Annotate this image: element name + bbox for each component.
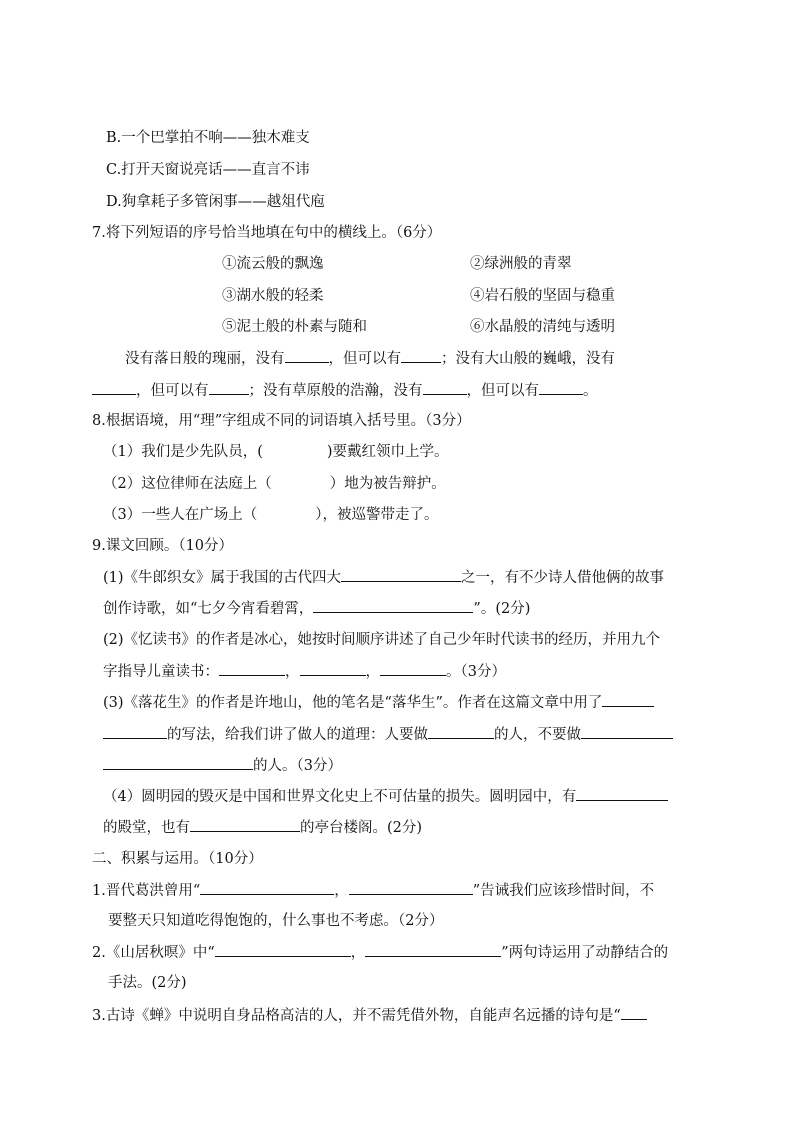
q6-option-c: C.打开天窗说亮话——直言不讳 <box>106 162 310 178</box>
q7-blank-3[interactable] <box>92 380 136 395</box>
s2-q1-line1: 1.晋代葛洪曾用“ ， ”告诫我们应该珍惜时间，不 <box>92 880 654 901</box>
q8-item-2: （2）这位律师在法庭上（ ）地为被告辩护。 <box>103 476 446 492</box>
q7-phrase-4: ④岩石般的坚固与稳重 <box>470 288 615 304</box>
s2-q1-line2: 要整天只知道吃得饱饱的，什么事也不考虑。（2分） <box>108 913 444 929</box>
q9-part3-line1: (3)《落花生》的作者是许地山，他的笔名是“落华生”。作者在这篇文章中用了 <box>103 692 654 713</box>
s2-q1-blank-2[interactable] <box>349 880 473 895</box>
q7-blank-5[interactable] <box>423 380 467 395</box>
q7-phrase-1: ①流云般的飘逸 <box>222 256 324 272</box>
s2-q1-blank-1[interactable] <box>200 880 334 895</box>
q9-part1-line2: 创作诗歌，如“七夕今宵看碧霄， ”。(2分) <box>103 598 530 619</box>
q8-item-3: （3）一些人在广场上（ ），被巡警带走了。 <box>103 507 439 523</box>
q7-phrase-2: ②绿洲般的青翠 <box>470 256 572 272</box>
q9-part3-line2: 的写法，给我们讲了做人的道理：人要做 的人，不要做 <box>103 724 673 745</box>
q7-blank-2[interactable] <box>401 348 441 363</box>
s2-q2-blank-2[interactable] <box>365 942 501 957</box>
q7-title: 7.将下列短语的序号恰当地填在句中的横线上。（6分） <box>92 225 442 241</box>
q9-part1-line1: (1)《牛郎织女》属于我国的古代四大 之一，有不少诗人借他俩的故事 <box>103 567 664 588</box>
q9-blank-8a[interactable] <box>581 724 673 739</box>
q7-blank-4[interactable] <box>209 380 249 395</box>
q7-blank-6[interactable] <box>539 380 583 395</box>
q9-part2-line1: (2)《忆读书》的作者是冰心，她按时间顺序讲述了自己少年时代读书的经历，并用九个 <box>103 632 661 648</box>
q6-option-d: D.狗拿耗子多管闲事——越俎代庖 <box>106 194 325 210</box>
q9-blank-2[interactable] <box>313 598 473 613</box>
s2-q2-line2: 手法。(2分) <box>108 975 187 991</box>
q9-blank-6a[interactable] <box>602 692 654 707</box>
q9-blank-1[interactable] <box>341 567 461 582</box>
s2-q2-blank-1[interactable] <box>215 942 351 957</box>
s2-q3-blank-1[interactable] <box>621 1005 647 1020</box>
q7-phrase-6: ⑥水晶般的清纯与透明 <box>470 319 615 335</box>
q9-part4-line2: 的殿堂，也有 的亭台楼阁。(2分) <box>103 817 422 838</box>
q9-part4-line1: （4）圆明园的毁灭是中国和世界文化史上不可估量的损失。圆明园中，有 <box>103 786 668 807</box>
q8-item-1: （1）我们是少先队员，( )要戴红领巾上学。 <box>103 444 449 460</box>
q7-phrase-3: ③湖水般的轻柔 <box>222 288 324 304</box>
s2-q3-line1: 3.古诗《蝉》中说明自身品格高洁的人，并不需凭借外物，自能声名远播的诗句是“ <box>92 1005 647 1026</box>
q7-blank-1[interactable] <box>285 348 329 363</box>
q9-blank-8b[interactable] <box>103 755 253 770</box>
q9-blank-4[interactable] <box>300 661 366 676</box>
q9-part3-line3: 的人。（3分） <box>103 755 342 776</box>
q6-option-b: B.一个巴掌拍不响——独木难支 <box>106 130 310 146</box>
q9-blank-6b[interactable] <box>103 724 167 739</box>
q9-blank-5[interactable] <box>380 661 446 676</box>
q7-sentence-line2: ，但可以有 ；没有草原般的浩瀚，没有 ，但可以有 。 <box>92 380 598 401</box>
q8-title: 8.根据语境，用“理”字组成不同的词语填入括号里。（3分） <box>92 413 471 429</box>
q9-part2-line2: 字指导儿童读书： ， ， 。（3分） <box>103 661 506 682</box>
q9-blank-3[interactable] <box>219 661 285 676</box>
q7-phrase-5: ⑤泥土般的朴素与随和 <box>222 319 367 335</box>
q9-blank-9[interactable] <box>576 786 668 801</box>
q7-sentence-line1: 没有落日般的瑰丽，没有 ，但可以有 ；没有大山般的巍峨，没有 <box>125 348 615 369</box>
q9-title: 9.课文回顾。（10分） <box>92 538 234 554</box>
q9-blank-7[interactable] <box>428 724 494 739</box>
q9-blank-10[interactable] <box>190 817 300 832</box>
section2-title: 二、积累与运用。（10分） <box>92 851 263 867</box>
s2-q2-line1: 2.《山居秋暝》中“ ， ”两句诗运用了动静结合的 <box>92 942 668 963</box>
